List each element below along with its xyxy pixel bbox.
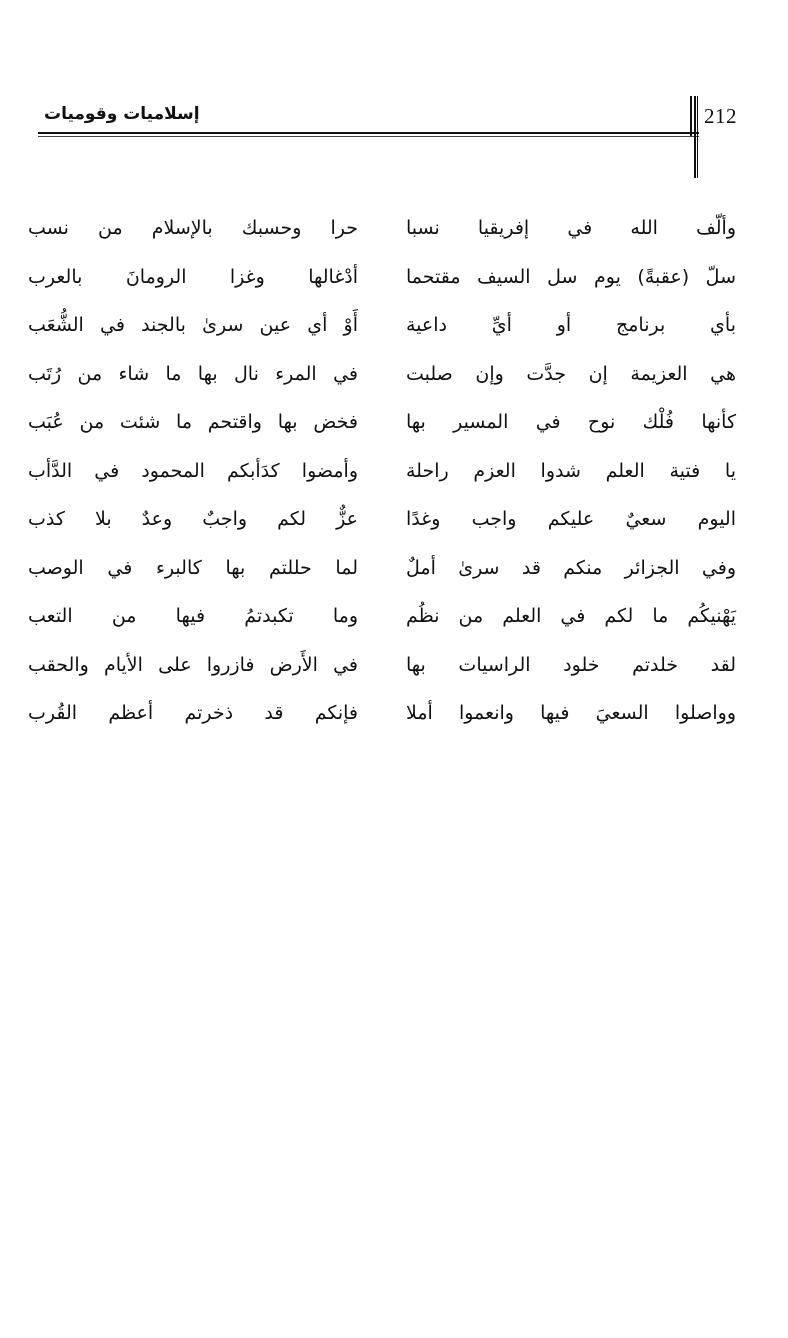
verse-second-hemistich: أدْغالها وغزا الرومانَ بالعرب: [28, 265, 358, 288]
verse: [24, 596, 744, 645]
verse-first-hemistich: هي العزيمة إن جدَّت وإن صلبت: [406, 362, 736, 385]
verse: [24, 208, 744, 257]
verse-second-hemistich: حرا وحسبك بالإسلام من نسب: [28, 217, 358, 239]
running-title: إسلاميات وقوميات: [44, 104, 200, 124]
verse-second-hemistich: لما حللتم بها كالبرء في الوصب: [28, 556, 358, 579]
header-vertical-rule: [697, 96, 698, 178]
header-vertical-rule: [694, 96, 696, 178]
verse-second-hemistich: في المرء نال بها ما شاء من رُتَب: [28, 362, 358, 385]
verse-second-hemistich: فخض بها واقتحم ما شئت من عُبَب: [28, 411, 358, 433]
verse-first-hemistich: سلّ (عقبةً) يوم سل السيف مقتحما: [406, 265, 736, 288]
header-rule: [38, 132, 699, 134]
verse-first-hemistich: كأنها فُلْك نوح في المسير بها: [406, 411, 736, 433]
page-header: [38, 96, 744, 140]
verse-second-hemistich: وأمضوا كدَأبكم المحمود في الدَّأب: [28, 459, 358, 482]
verse: [24, 693, 744, 742]
verse: [24, 257, 744, 306]
verse-second-hemistich: عزٌّ لكم واجبٌ وعدٌ بلا كذب: [28, 508, 358, 530]
header-vertical-rule: [690, 96, 692, 136]
verse-second-hemistich: في الأَرض فازروا على الأيام والحقب: [28, 653, 358, 676]
verse-first-hemistich: وواصلوا السعيَ فيها وانعموا أملا: [406, 702, 736, 724]
verse-second-hemistich: وما تكبدتمُ فيها من التعب: [28, 605, 358, 627]
verse: [24, 548, 744, 597]
verse-first-hemistich: وألّف الله في إفريقيا نسبا: [406, 217, 736, 239]
verse: [24, 499, 744, 548]
verse-first-hemistich: يَهْنيكُم ما لكم في العلم من نظُم: [406, 605, 736, 627]
verse-second-hemistich: فإنكم قد ذخرتم أعظم القُرب: [28, 702, 358, 724]
header-rule-thin: [38, 136, 699, 137]
verse-second-hemistich: أَوْ أي عين سرىٰ بالجند في الشُّعَب: [28, 314, 358, 336]
verse: [24, 402, 744, 451]
verse-first-hemistich: يا فتية العلم شدوا العزم راحلة: [406, 459, 736, 482]
poem: [24, 208, 744, 742]
verse-first-hemistich: اليوم سعيٌ عليكم واجب وغدًا: [406, 508, 736, 530]
verse: [24, 305, 744, 354]
verse: [24, 451, 744, 500]
verse-first-hemistich: وفي الجزائر منكم قد سرىٰ أملٌ: [406, 556, 736, 579]
page-number: 212: [704, 104, 737, 128]
verse: [24, 645, 744, 694]
verse-first-hemistich: بأي برنامج أو أيِّ داعية: [406, 314, 736, 336]
verse-first-hemistich: لقد خلدتم خلود الراسيات بها: [406, 653, 736, 676]
verse: [24, 354, 744, 403]
